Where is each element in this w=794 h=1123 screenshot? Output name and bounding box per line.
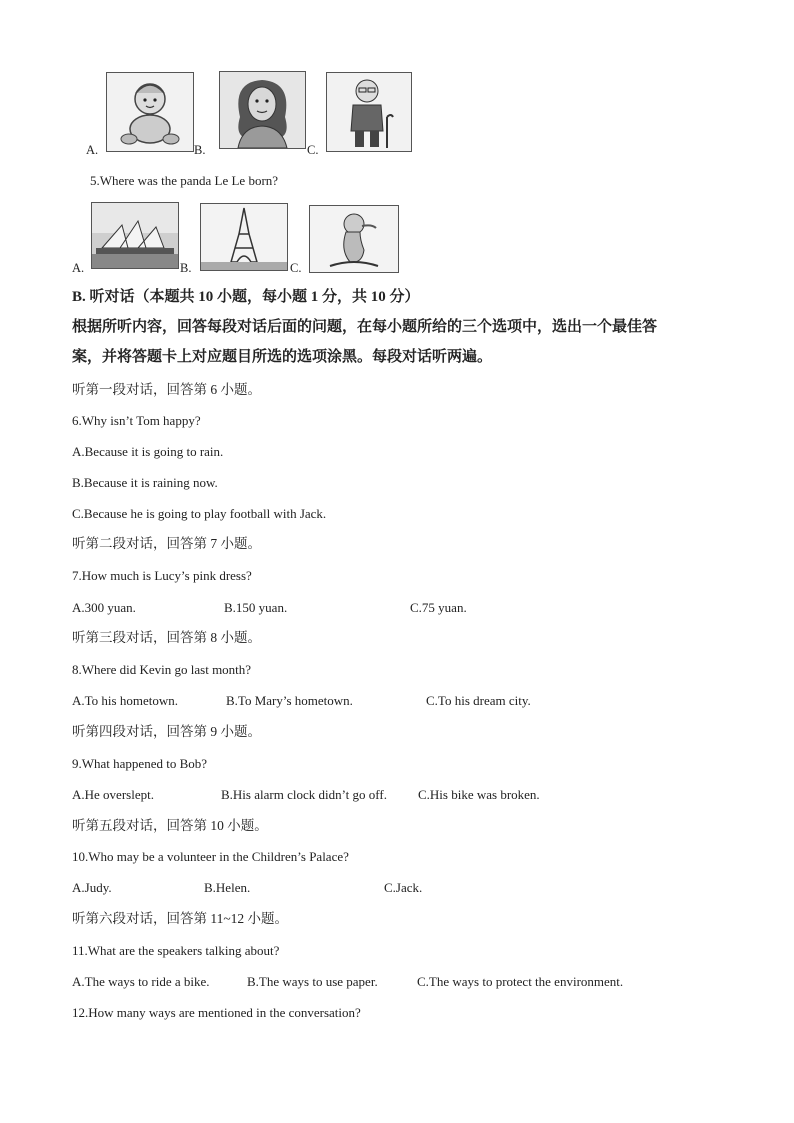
q8-option-b: B.To Mary’s hometown. bbox=[226, 693, 353, 708]
q11-question: 11.What are the speakers talking about? bbox=[72, 943, 280, 958]
dialogue-3-instruction: 听第三段对话，回答第 8 小题。 bbox=[72, 630, 261, 645]
q11-option-c: C.The ways to protect the environment. bbox=[417, 974, 624, 989]
woman-image bbox=[219, 71, 306, 149]
q8-option-a: A.To his hometown. bbox=[72, 693, 178, 708]
dialogue-4-instruction: 听第四段对话，回答第 9 小题。 bbox=[72, 724, 261, 739]
q7-option-c: C.75 yuan. bbox=[410, 600, 467, 615]
q4-option-c-label: C. bbox=[307, 143, 319, 157]
q10-option-b: B.Helen. bbox=[204, 880, 251, 895]
section-b-title: B. 听对话（本题共 10 小题，每小题 1 分，共 10 分） bbox=[72, 289, 420, 305]
q4-option-b-label: B. bbox=[194, 143, 206, 157]
q9-question: 9.What happened to Bob? bbox=[72, 756, 208, 771]
q7-option-b: B.150 yuan. bbox=[224, 600, 288, 615]
q11-option-a: A.The ways to ride a bike. bbox=[72, 974, 210, 989]
sydney-opera-house-image bbox=[91, 202, 179, 269]
dialogue-2-instruction: 听第二段对话，回答第 7 小题。 bbox=[72, 536, 261, 551]
q5-option-b-label: B. bbox=[180, 261, 192, 275]
q10-question: 10.Who may be a volunteer in the Children’s Palace? bbox=[72, 849, 349, 864]
baby-image bbox=[106, 72, 194, 152]
dialogue-6-instruction: 听第六段对话，回答第 11~12 小题。 bbox=[72, 911, 289, 926]
q6-option-b: B.Because it is raining now. bbox=[72, 475, 218, 490]
q6-option-a: A.Because it is going to rain. bbox=[72, 444, 224, 459]
q9-option-a: A.He overslept. bbox=[72, 787, 154, 802]
old-man-image bbox=[326, 72, 412, 152]
q12-question: 12.How many ways are mentioned in the conversation? bbox=[72, 1005, 361, 1020]
q6-question: 6.Why isn’t Tom happy? bbox=[72, 413, 201, 428]
q9-option-b: B.His alarm clock didn’t go off. bbox=[221, 787, 387, 802]
section-b-instructions-line1: 根据所听内容，回答每段对话后面的问题，在每小题所给的三个选项中，选出一个最佳答 bbox=[72, 319, 658, 335]
q8-question: 8.Where did Kevin go last month? bbox=[72, 662, 252, 677]
eiffel-tower-image bbox=[200, 203, 288, 271]
q6-option-c: C.Because he is going to play football with Jack. bbox=[72, 506, 327, 521]
q5-option-a-label: A. bbox=[72, 261, 85, 275]
q8-option-c: C.To his dream city. bbox=[426, 693, 531, 708]
dialogue-1-instruction: 听第一段对话，回答第 6 小题。 bbox=[72, 382, 261, 397]
q10-option-a: A.Judy. bbox=[72, 880, 112, 895]
q5-option-c-label: C. bbox=[290, 261, 302, 275]
q9-option-c: C.His bike was broken. bbox=[418, 787, 540, 802]
q11-option-b: B.The ways to use paper. bbox=[247, 974, 378, 989]
section-b-instructions-line2: 案，并将答题卡上对应题目所选的选项涂黑。每段对话听两遍。 bbox=[72, 349, 493, 365]
merlion-image bbox=[309, 205, 399, 273]
q10-option-c: C.Jack. bbox=[384, 880, 423, 895]
q7-option-a: A.300 yuan. bbox=[72, 600, 136, 615]
q5-question: 5.Where was the panda Le Le born? bbox=[90, 173, 279, 188]
dialogue-5-instruction: 听第五段对话，回答第 10 小题。 bbox=[72, 818, 268, 833]
q7-question: 7.How much is Lucy’s pink dress? bbox=[72, 568, 252, 583]
q4-option-a-label: A. bbox=[86, 143, 99, 157]
